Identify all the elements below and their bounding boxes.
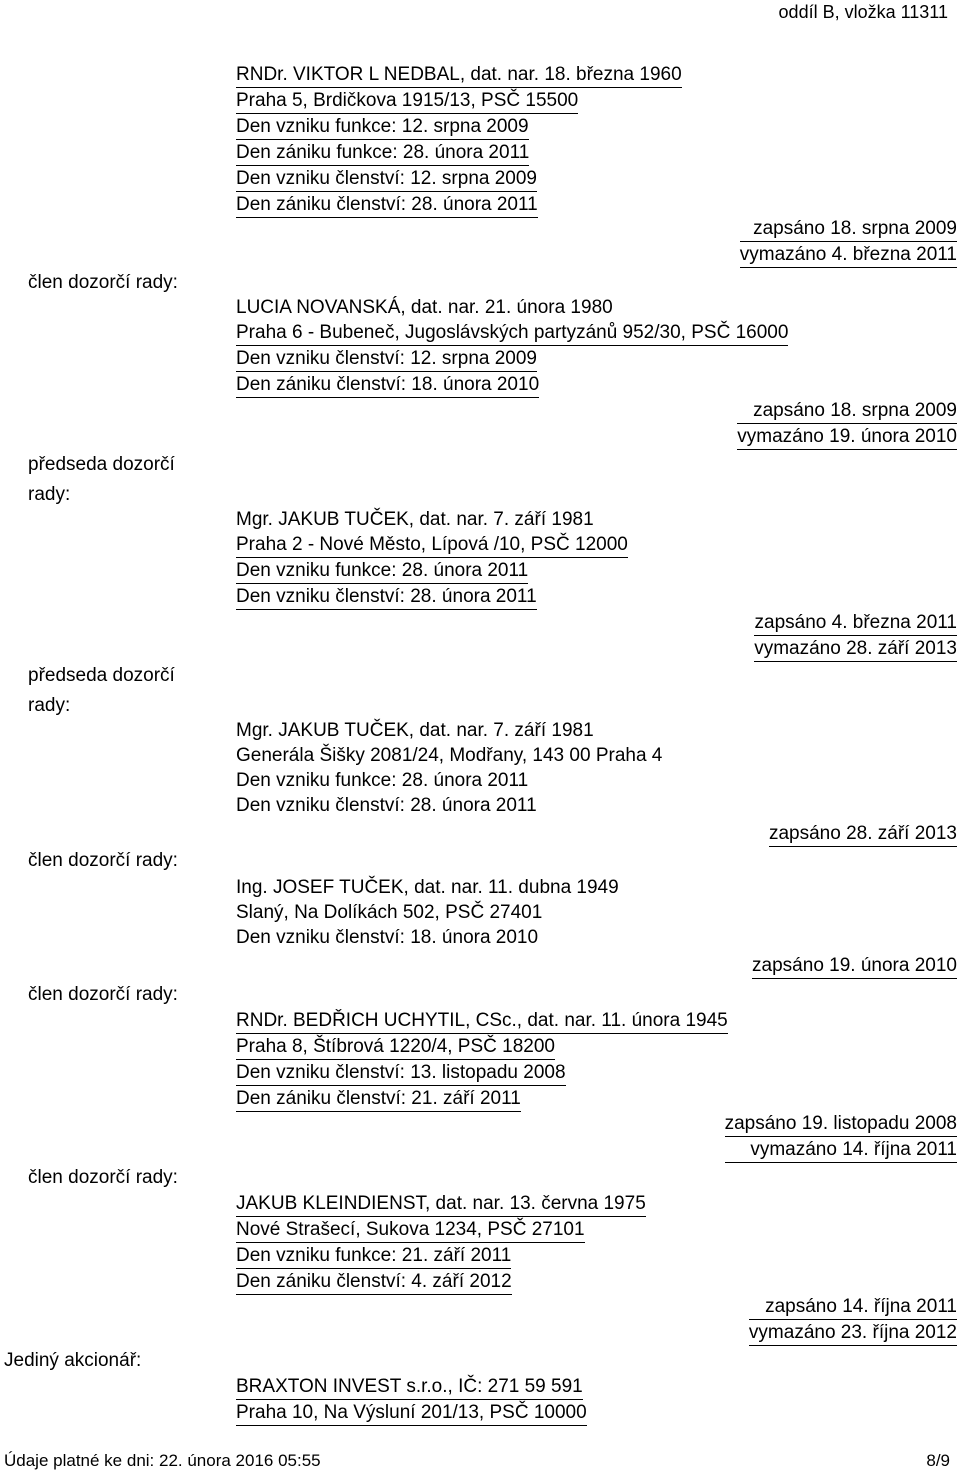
status-written: zapsáno 4. března 2011	[754, 610, 957, 636]
entry-person-block	[236, 1374, 587, 1426]
entry-person-block	[236, 1191, 646, 1295]
entry-line: Mgr. JAKUB TUČEK, dat. nar. 7. září 1981	[236, 720, 594, 741]
entry-line: RNDr. BEDŘICH UCHYTIL, CSc., dat. nar. 11. února 1945	[236, 1008, 728, 1034]
entry-role-label: člen dozorčí rady:	[28, 1167, 178, 1188]
entry-line: Den vzniku členství: 18. února 2010	[236, 927, 539, 948]
footer-valid-date: Údaje platné ke dni: 22. února 2016 05:55	[4, 1451, 321, 1470]
entry-status	[737, 398, 957, 450]
entry-line: Den vzniku členství: 13. listopadu 2008	[236, 1060, 566, 1086]
entry-person-block	[236, 1008, 728, 1112]
status-deleted: vymazáno 19. února 2010	[737, 424, 957, 450]
status-written: zapsáno 18. srpna 2009	[740, 216, 957, 242]
entry-person-block	[236, 507, 628, 610]
entry-person-block	[236, 295, 788, 398]
page-number: 8/9	[926, 1451, 950, 1470]
entry-role-label: člen dozorčí rady:	[28, 984, 178, 1005]
status-written: zapsáno 28. září 2013	[769, 821, 957, 847]
entry-line: Mgr. JAKUB TUČEK, dat. nar. 7. září 1981	[236, 509, 594, 530]
entry-person-block	[236, 875, 619, 950]
entry-line: Praha 2 - Nové Město, Lípová /10, PSČ 12000	[236, 532, 628, 558]
entry-line: Den vzniku funkce: 28. února 2011	[236, 770, 529, 791]
entry-line: Praha 8, Štíbrová 1220/4, PSČ 18200	[236, 1034, 555, 1060]
entry-line: JAKUB KLEINDIENST, dat. nar. 13. června 1975	[236, 1191, 646, 1217]
entry-line: Den vzniku členství: 28. února 2011	[236, 795, 537, 816]
entry-line: RNDr. VIKTOR L NEDBAL, dat. nar. 18. března 1960	[236, 62, 682, 88]
entry-role-label: člen dozorčí rady:	[28, 272, 178, 293]
entry-status	[725, 1111, 957, 1163]
entry-line: Den zániku funkce: 28. února 2011	[236, 140, 529, 166]
entry-line: Den vzniku členství: 12. srpna 2009	[236, 166, 537, 192]
entry-line: Slaný, Na Dolíkách 502, PSČ 27401	[236, 902, 543, 923]
entry-line: Den vzniku funkce: 12. srpna 2009	[236, 114, 529, 140]
status-written: zapsáno 18. srpna 2009	[737, 398, 957, 424]
entry-line: Ing. JOSEF TUČEK, dat. nar. 11. dubna 1949	[236, 877, 619, 898]
status-written: zapsáno 14. října 2011	[749, 1294, 957, 1320]
status-deleted: vymazáno 4. března 2011	[740, 242, 957, 268]
entry-role-label: Jediný akcionář:	[4, 1350, 142, 1371]
entry-person-block	[236, 62, 682, 218]
status-deleted: vymazáno 23. října 2012	[749, 1320, 957, 1346]
entry-line: Den zániku členství: 4. září 2012	[236, 1269, 512, 1295]
entry-role-label: člen dozorčí rady:	[28, 850, 178, 871]
entry-status	[769, 821, 957, 847]
entry-status	[740, 216, 957, 268]
page-header: oddíl B, vložka 11311	[778, 2, 948, 22]
entry-line: LUCIA NOVANSKÁ, dat. nar. 21. února 1980	[236, 297, 613, 318]
entry-line: Nové Strašecí, Sukova 1234, PSČ 27101	[236, 1217, 585, 1243]
entry-line: Den vzniku členství: 12. srpna 2009	[236, 346, 537, 372]
status-written: zapsáno 19. února 2010	[752, 953, 957, 979]
status-deleted: vymazáno 28. září 2013	[754, 636, 957, 662]
entry-status	[749, 1294, 957, 1346]
entry-person-block	[236, 718, 662, 818]
entry-line: Praha 5, Brdičkova 1915/13, PSČ 15500	[236, 88, 578, 114]
entry-line: Den vzniku funkce: 21. září 2011	[236, 1243, 511, 1269]
entry-role-label: předseda dozorčí rady:	[28, 454, 175, 505]
entry-line: Den vzniku funkce: 28. února 2011	[236, 558, 528, 584]
entry-line: Generála Šišky 2081/24, Modřany, 143 00 Praha 4	[236, 745, 663, 766]
status-written: zapsáno 19. listopadu 2008	[725, 1111, 957, 1137]
entry-line: Den zániku členství: 28. února 2011	[236, 192, 538, 218]
entry-role-label: předseda dozorčí rady:	[28, 665, 175, 716]
entry-line: BRAXTON INVEST s.r.o., IČ: 271 59 591	[236, 1374, 583, 1400]
entry-line: Praha 6 - Bubeneč, Jugoslávských partyzánů 952/30, PSČ 16000	[236, 320, 788, 346]
entry-line: Den zániku členství: 21. září 2011	[236, 1086, 521, 1112]
status-deleted: vymazáno 14. října 2011	[725, 1137, 957, 1163]
entry-line: Praha 10, Na Výsluní 201/13, PSČ 10000	[236, 1400, 587, 1426]
entry-status	[752, 953, 957, 979]
entry-line: Den zániku členství: 18. února 2010	[236, 372, 539, 398]
entry-line: Den vzniku členství: 28. února 2011	[236, 584, 537, 610]
entry-status	[754, 610, 957, 662]
